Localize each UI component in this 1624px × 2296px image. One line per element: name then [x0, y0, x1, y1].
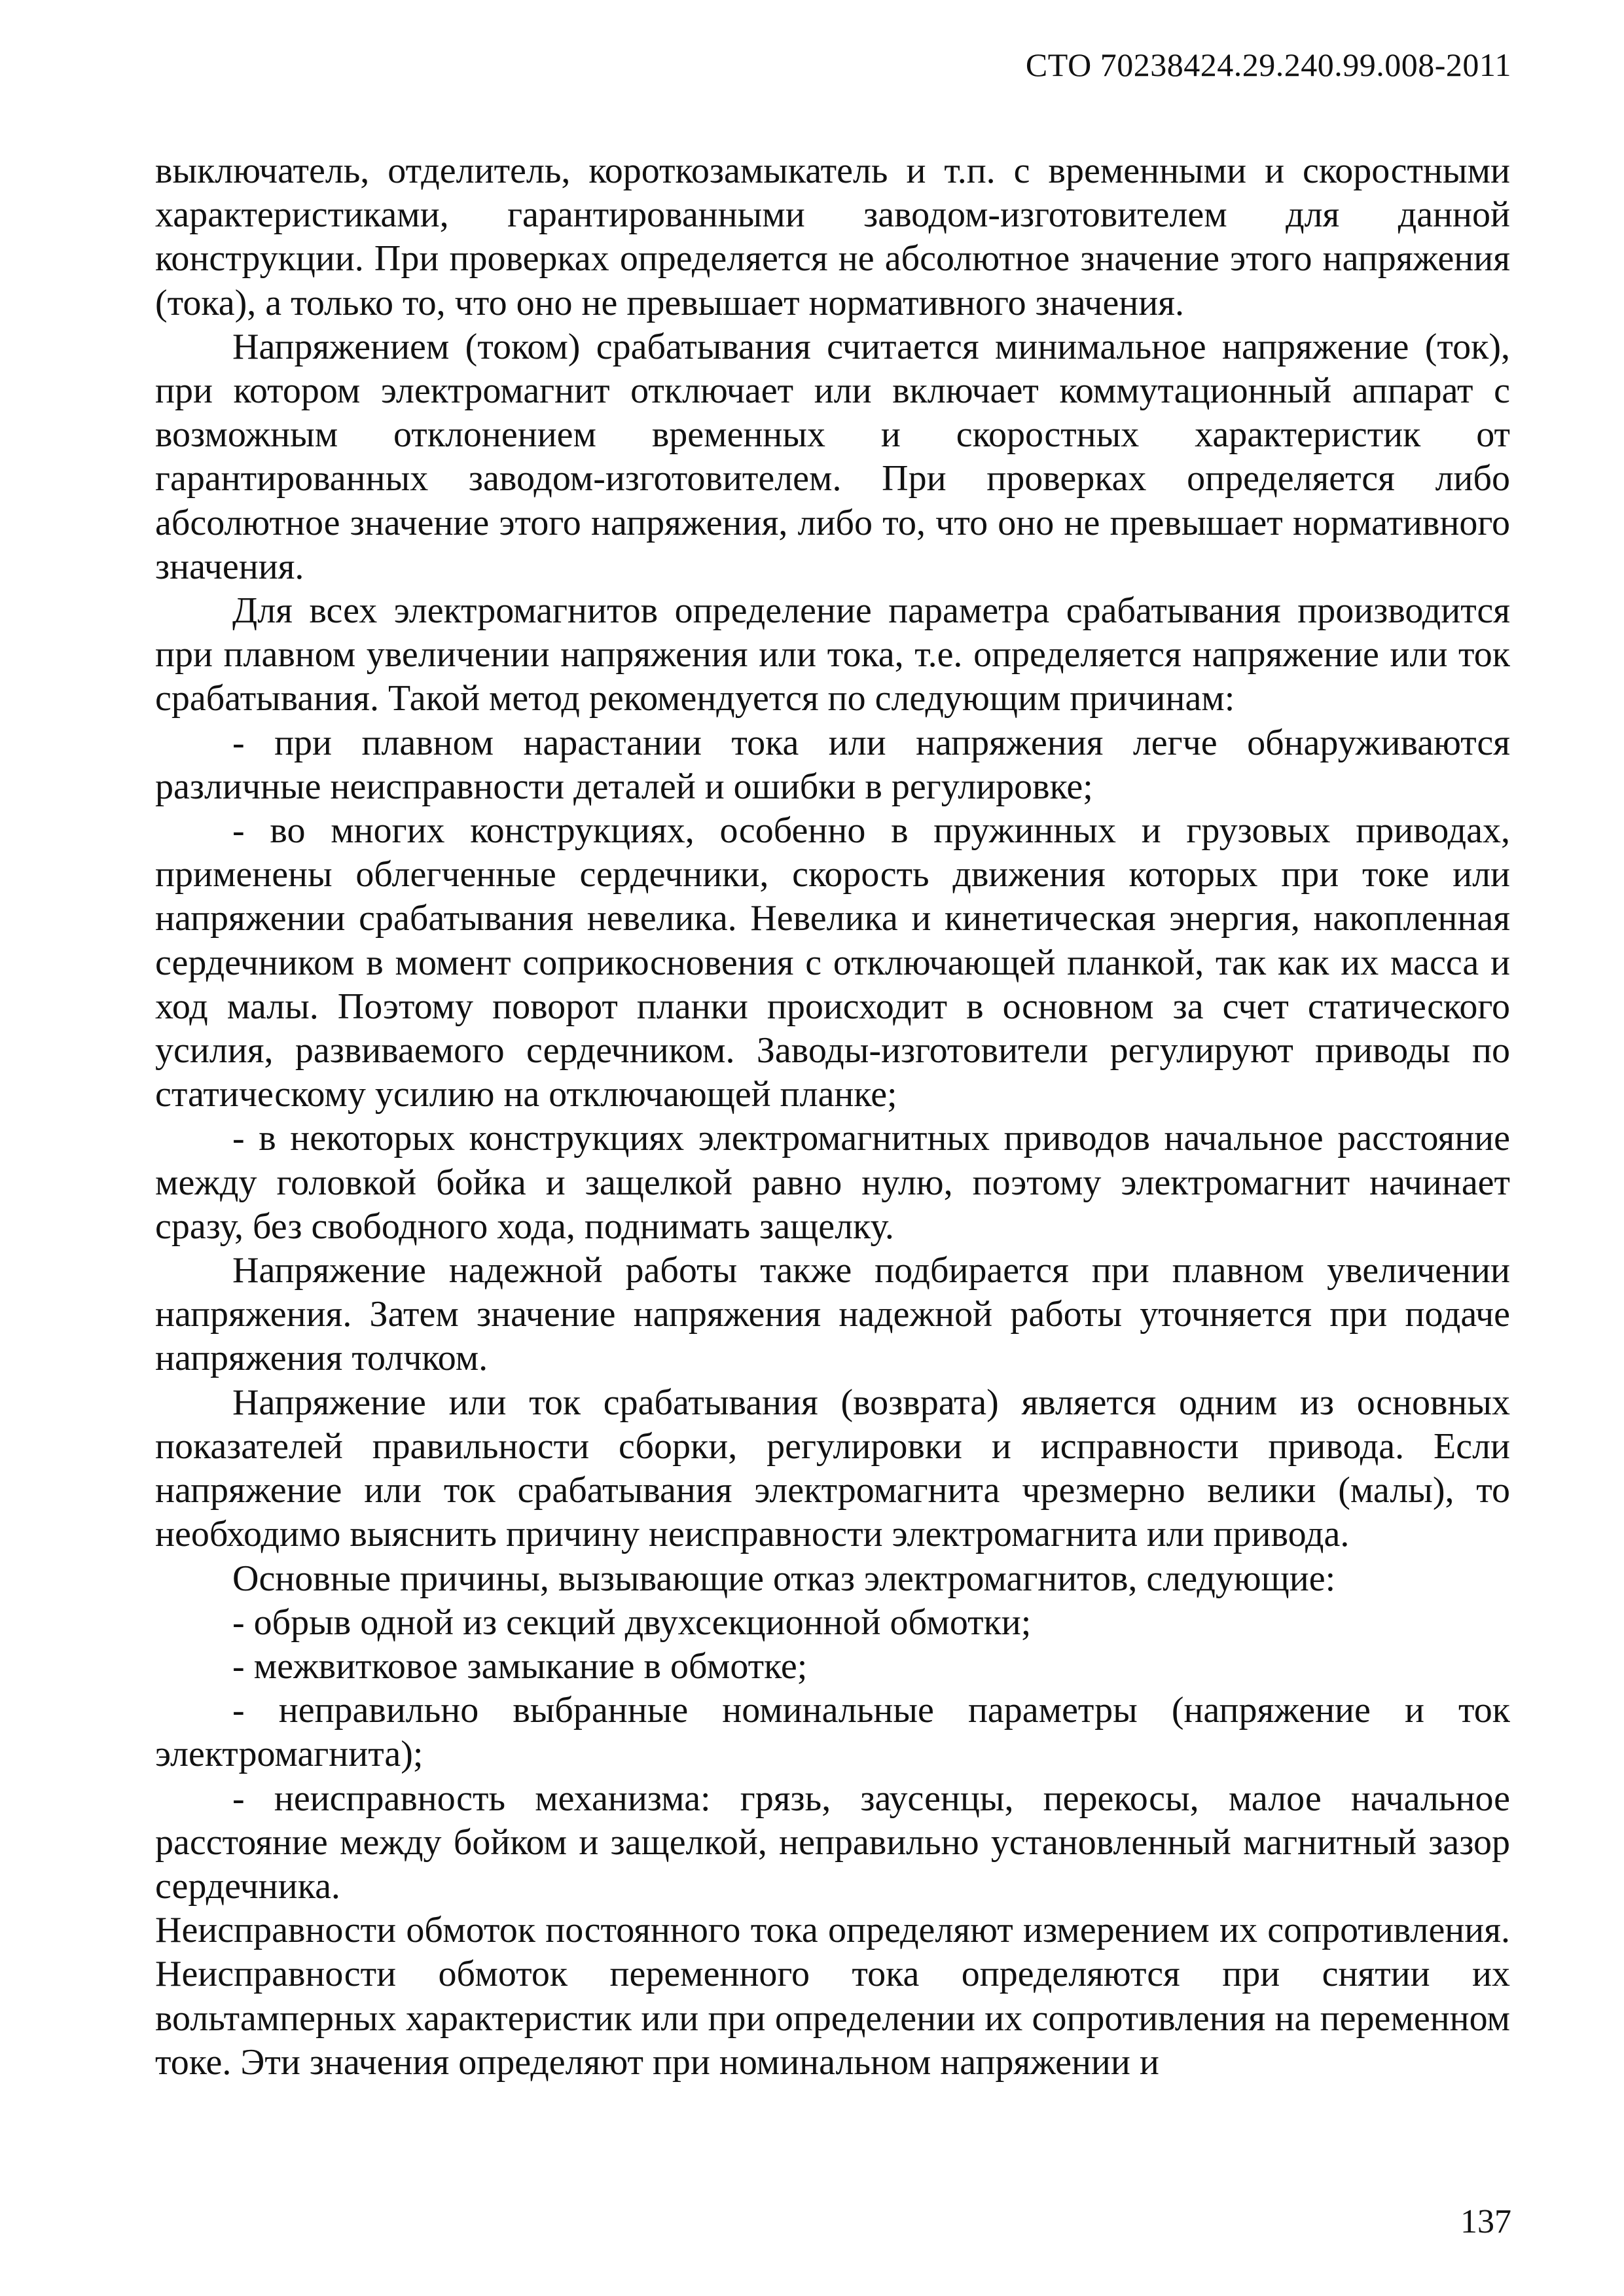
body-text [155, 149, 1510, 2085]
paragraph-7: Неисправности обмоток постоянного тока определяют измерением их сопротивления. Неисправности обмоток переменного тока определяются при снятии их вольтамперных характеристик или при определении их сопротивления на переменном токе. Эти значения определяют при номинальном напряжении и [155, 1910, 1510, 2083]
list-item-failure-2: - межвитковое замыкание в обмотке; [232, 1645, 808, 1687]
list-item-failure-3: - неправильно выбранные номинальные параметры (напряжение и ток электромагнита); [155, 1690, 1510, 1775]
list-item-failure-4: - неисправность механизма: грязь, заусенцы, перекосы, малое начальное расстояние между бойком и защелкой, неправильно установленный магнитный зазор сердечника. [155, 1778, 1510, 1907]
page-number: 137 [1460, 2203, 1511, 2240]
list-item-reason-3: - в некоторых конструкциях электромагнитных приводов начальное расстояние между головкой бойка и защелкой равно нулю, поэтому электромагнит начинает сразу, без свободного хода, поднимать защелку. [155, 1118, 1510, 1247]
paragraph-5: Напряжение или ток срабатывания (возврата) является одним из основных показателей правильности сборки, регулировки и исправности привода. Если напряжение или ток срабатывания электромагнита чрезмерно велики (малы), то необходимо выяснить причину неисправности электромагнита или привода. [155, 1382, 1510, 1555]
paragraph-1: выключатель, отделитель, короткозамыкатель и т.п. с временными и скоростными характеристиками, гарантированными заводом-изготовителем для данной конструкции. При проверках определяется не абсолютное значение этого напряжения (тока), а только то, что оно не превышает нормативного значения. [155, 151, 1510, 323]
paragraph-2: Напряжением (током) срабатывания считается минимальное напряжение (ток), при котором электромагнит отключает или включает коммутационный аппарат с возможным отклонением временных и скоростных характеристик от гарантированных заводом-изготовителем. При проверках определяется либо абсолютное значение этого напряжения, либо то, что оно не превышает нормативного значения. [155, 326, 1510, 587]
document-code-header: СТО 70238424.29.240.99.008-2011 [1025, 46, 1511, 83]
list-item-reason-2: - во многих конструкциях, особенно в пружинных и грузовых приводах, применены облегченные сердечники, скорость движения которых при токе или напряжении срабатывания невелика. Невелика и кинетическая энергия, накопленная сердечником в момент соприкосновения с отключающей планкой, так как их масса и ход малы. Поэтому поворот планки происходит в основном за счет статического усилия, развиваемого сердечником. Заводы-изготовители регулируют приводы по статическому усилию на отключающей планке; [155, 810, 1510, 1115]
paragraph-4: Напряжение надежной работы также подбирается при плавном увеличении напряжения. Затем значение напряжения надежной работы уточняется при подаче напряжения толчком. [155, 1250, 1510, 1379]
list-item-reason-1: - при плавном нарастании тока или напряжения легче обнаруживаются различные неисправности деталей и ошибки в регулировке; [155, 722, 1510, 807]
paragraph-3: Для всех электромагнитов определение параметра срабатывания производится при плавном увеличении напряжения или тока, т.е. определяется напряжение или ток срабатывания. Такой метод рекомендуется по следующим причинам: [155, 590, 1510, 719]
paragraph-6: Основные причины, вызывающие отказ электромагнитов, следующие: [232, 1558, 1336, 1599]
list-item-failure-1: - обрыв одной из секций двухсекционной обмотки; [232, 1602, 1032, 1643]
